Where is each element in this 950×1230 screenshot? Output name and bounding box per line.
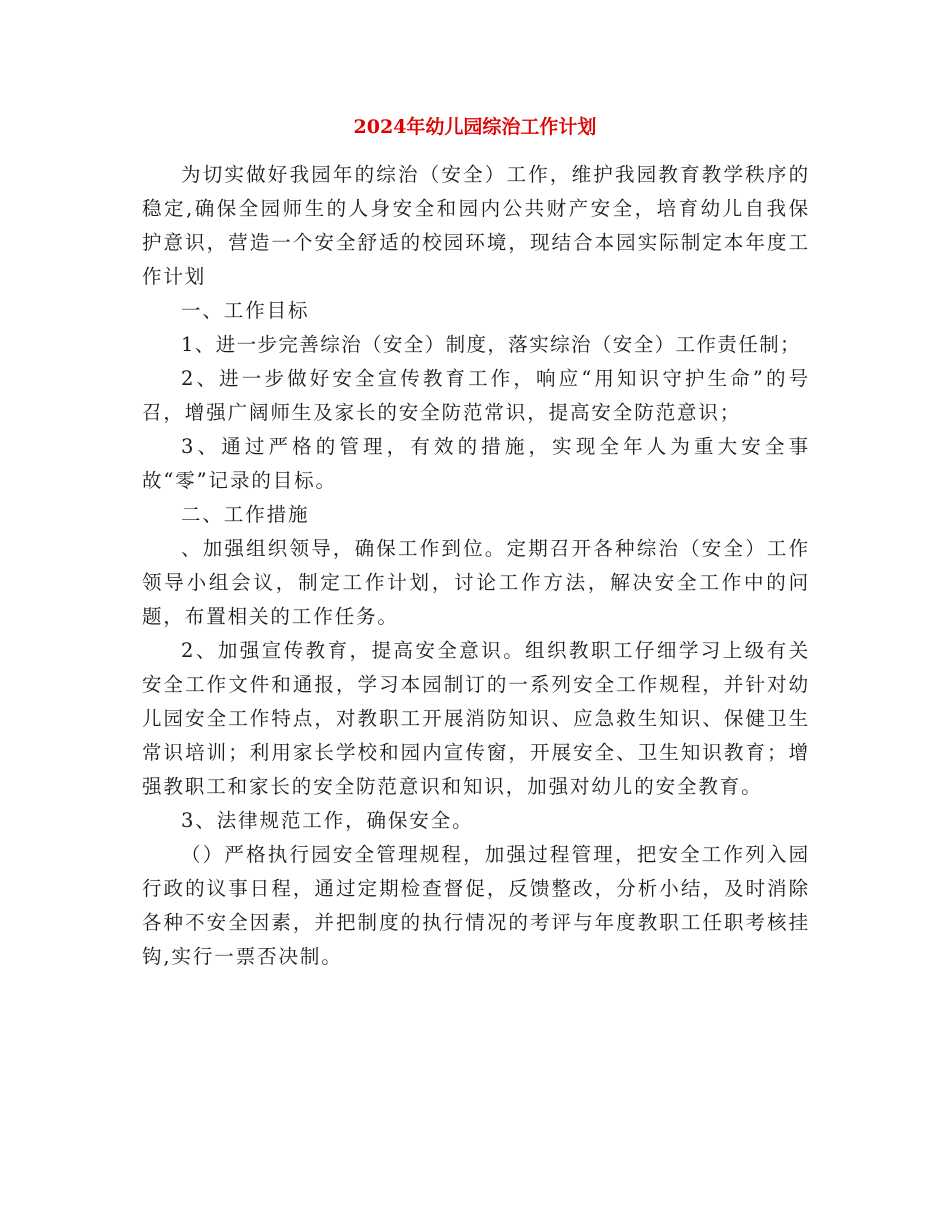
document-title: 2024年幼儿园综治工作计划 bbox=[353, 116, 597, 138]
goal-item-2: 2、进一步做好安全宣传教育工作，响应“用知识守护生命”的号召，增强广阔师生及家长的安全防范常识，提高安全防范意识； bbox=[142, 367, 810, 424]
document-body bbox=[142, 158, 810, 974]
section-heading-goals: 一、工作目标 bbox=[181, 299, 310, 322]
section-heading-measures: 二、工作措施 bbox=[181, 503, 310, 526]
measure-item-3: 3、法律规范工作，确保安全。 bbox=[181, 809, 474, 832]
goal-item-1: 1、进一步完善综治（安全）制度，落实综治（安全）工作责任制； bbox=[181, 333, 801, 356]
measure-subitem: （）严格执行园安全管理规程，加强过程管理，把安全工作列入园行政的议事日程，通过定期检查督促，反馈整改，分析小结，及时消除各种不安全因素，并把制度的执行情况的考评与年度教职工任职考核挂钩,实行一票否决制。 bbox=[142, 843, 810, 968]
intro-paragraph: 为切实做好我园年的综治（安全）工作，维护我园教育教学秩序的稳定,确保全园师生的人身安全和园内公共财产安全，培育幼儿自我保护意识，营造一个安全舒适的校园环境，现结合本园实际制定本年度工作计划 bbox=[142, 163, 810, 288]
measure-item-1: 、加强组织领导，确保工作到位。定期召开各种综治（安全）工作领导小组会议，制定工作计划，讨论工作方法，解决安全工作中的问题，布置相关的工作任务。 bbox=[142, 537, 810, 628]
measure-item-2: 2、加强宣传教育，提高安全意识。组织教职工仔细学习上级有关安全工作文件和通报，学习本园制订的一系列安全工作规程，并针对幼儿园安全工作特点，对教职工开展消防知识、应急救生知识、保健卫生常识培训；利用家长学校和园内宣传窗，开展安全、卫生知识教育；增强教职工和家长的安全防范意识和知识，加强对幼儿的安全教育。 bbox=[142, 639, 810, 798]
goal-item-3: 3、通过严格的管理，有效的措施，实现全年人为重大安全事故“零”记录的目标。 bbox=[142, 435, 810, 492]
